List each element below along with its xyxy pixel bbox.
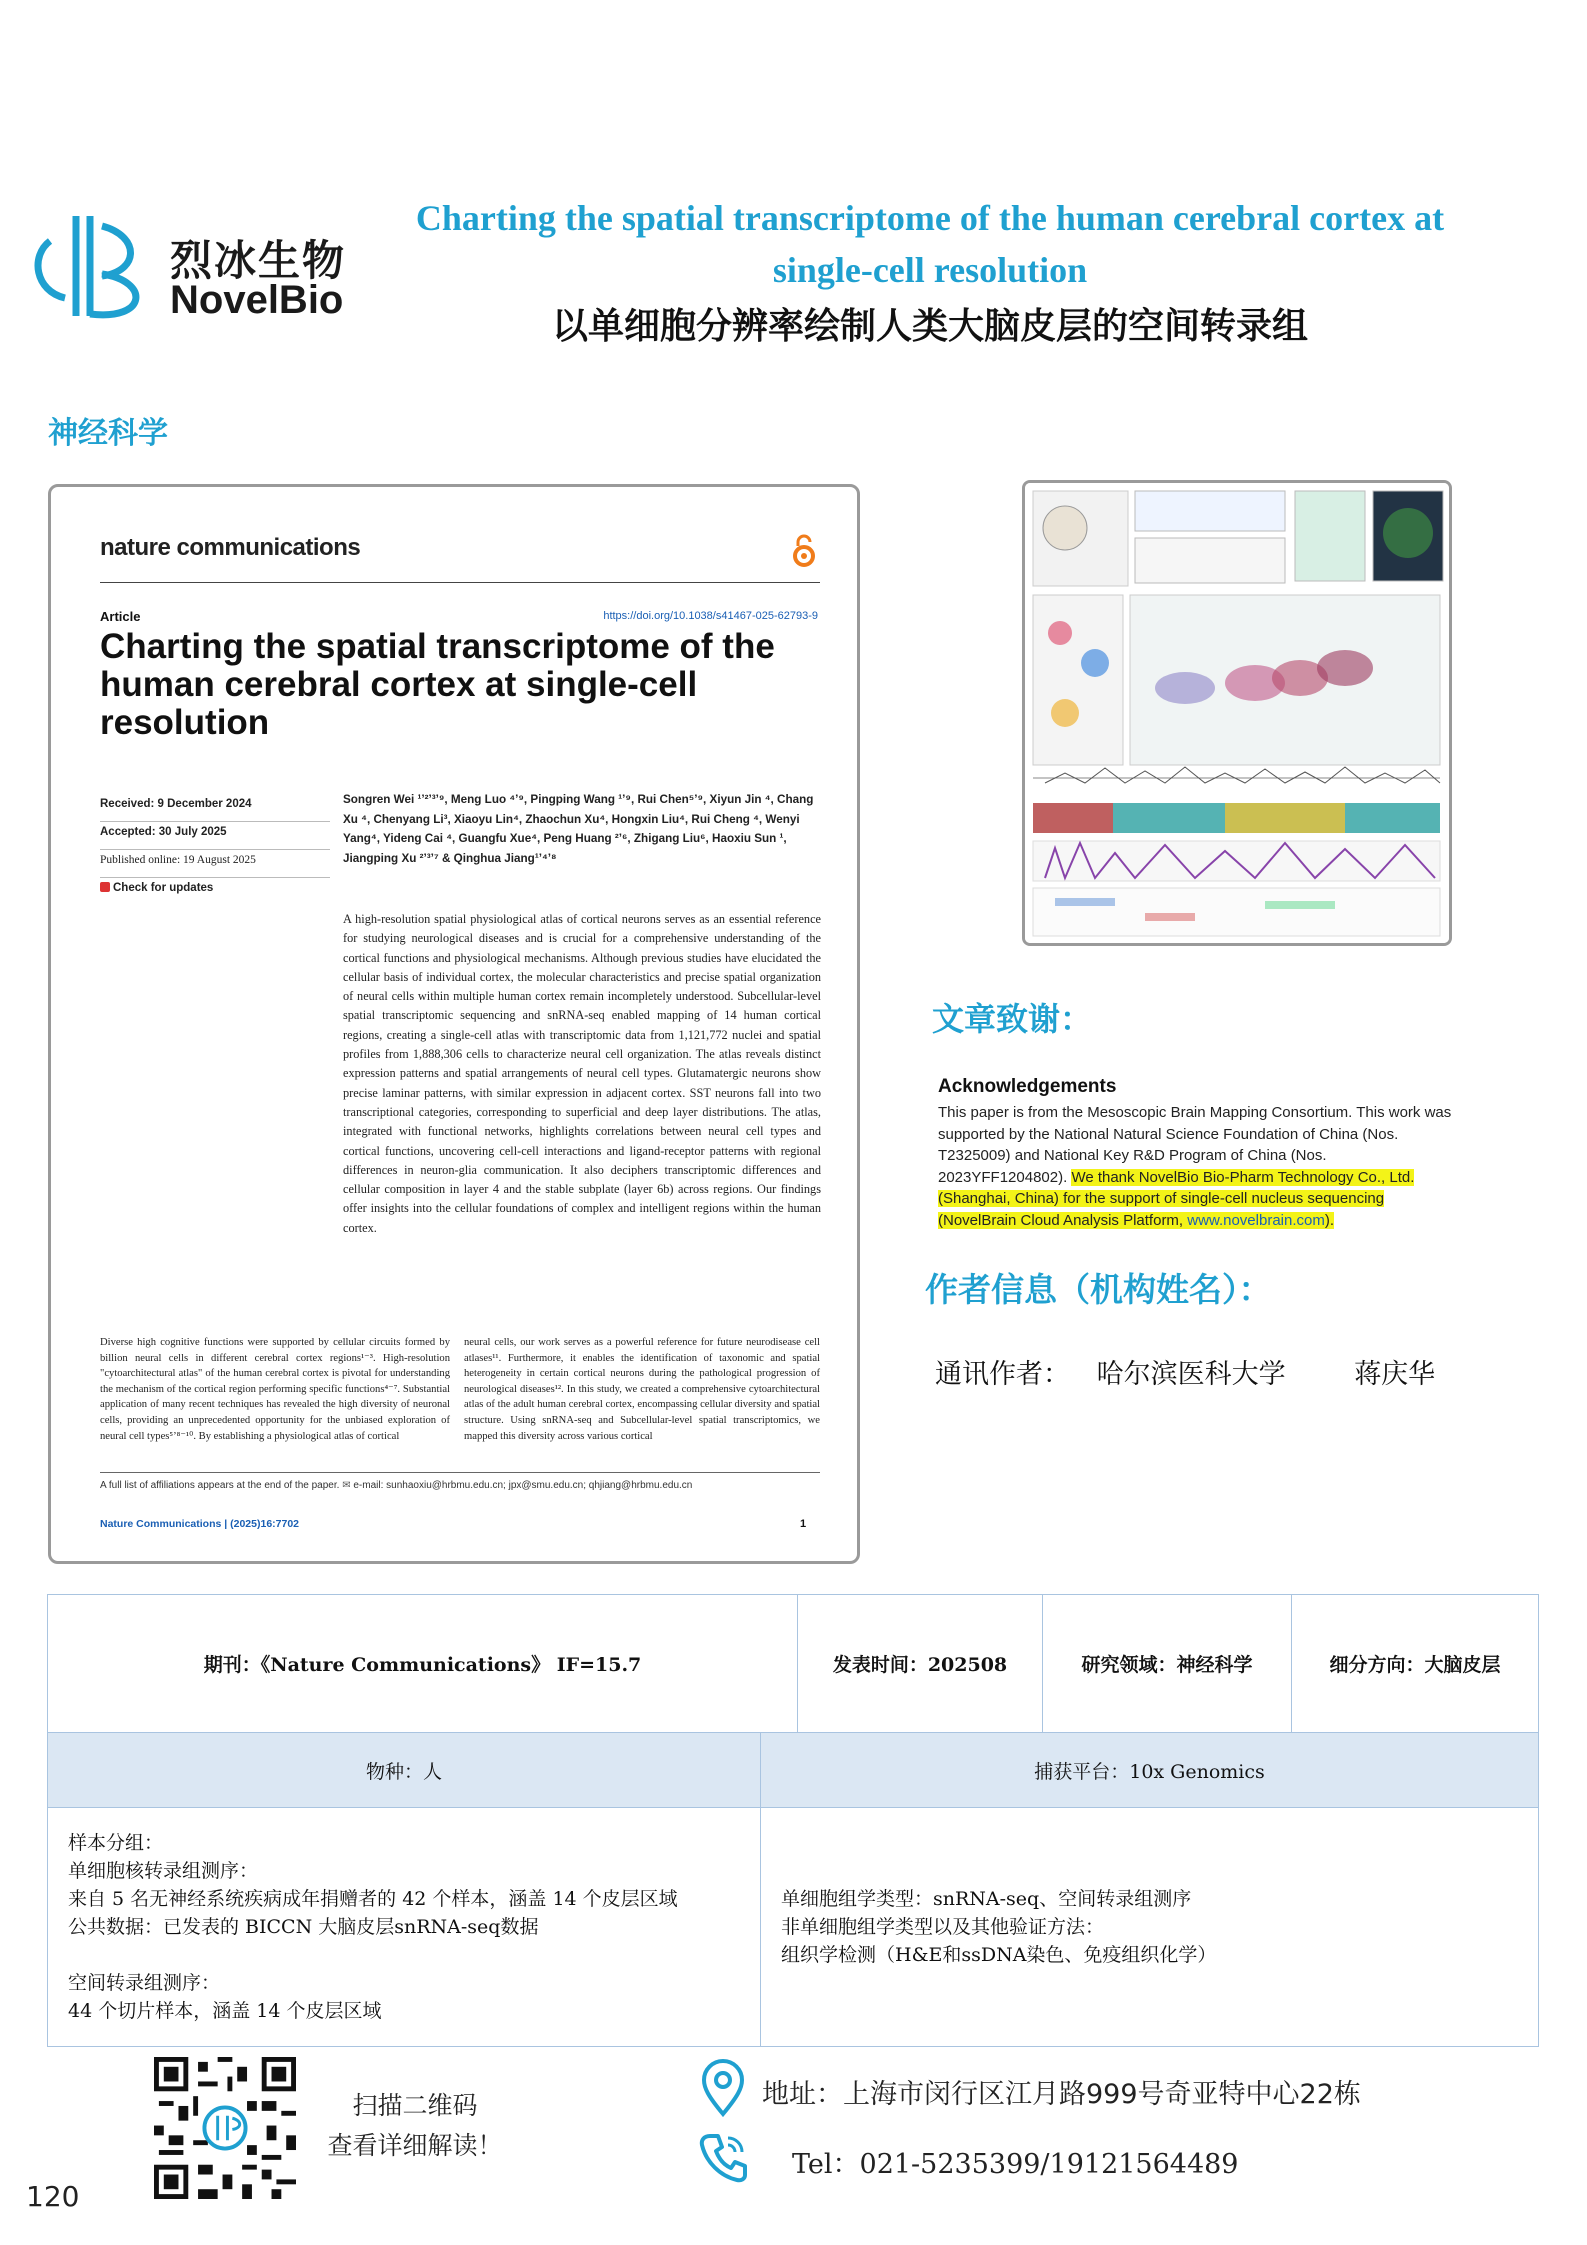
page-title-en: Charting the spatial transcriptome of the human cerebral cortex at single-cell resolution bbox=[415, 198, 1445, 290]
scan-line-1: 扫描二维码 bbox=[352, 2091, 478, 2120]
paper-body-right: neural cells, our work serves as a powerful reference for future neurodisease cell atlases¹¹. Furthermore, it enables the identification of taxonomic and spatial heterogeneity in certain cortical neurons during the pathological progression of neurological diseases¹². In this study, we created a comprehensive cytoarchitectural atlas of the adult human cerebral cortex, encompassing cellular diversity and spatial structure. Using snRNA-seq and Subcellular-level spatial transcriptomics, we mapped this diversity across various cortical bbox=[464, 1337, 820, 1442]
accepted-date: Accepted: 30 July 2025 bbox=[100, 822, 330, 850]
authors-heading: 作者信息（机构姓名）： bbox=[925, 1270, 1272, 1309]
footnote-rule bbox=[100, 1472, 820, 1473]
article-type: Article bbox=[100, 609, 141, 624]
paper-figure bbox=[1022, 480, 1452, 946]
method-line: 单细胞组学类型：snRNA-seq、空间转录组测序 bbox=[781, 1888, 1192, 1910]
field-tag: 神经科学 bbox=[48, 416, 168, 451]
platform-cell: 捕获平台：10x Genomics bbox=[761, 1733, 1539, 1808]
journal-rule bbox=[100, 582, 820, 583]
scan-line-2: 查看详细解读！ bbox=[327, 2131, 503, 2160]
telephone: Tel：021-5235399/19121564489 bbox=[792, 2149, 1239, 2180]
method-line: 非单细胞组学类型以及其他验证方法： bbox=[781, 1916, 1105, 1938]
direction-cell: 细分方向：大脑皮层 bbox=[1292, 1595, 1539, 1733]
ack-link[interactable]: www.novelbrain.com bbox=[1187, 1211, 1325, 1229]
logo-name-cn: 烈冰生物 bbox=[170, 236, 347, 285]
corr-label: 通讯作者： bbox=[935, 1359, 1070, 1390]
paper-body-left: Diverse high cognitive functions were supported by cellular circuits formed by billion neural cells in different cerebral cortex regions¹⁻³. High-resolution "cytoarchitectural atlas" of the human cerebral cortex is pivotal for understanding the mechanism of the cortical region performing specific functions⁴⁻⁷. Substantial application of many recent techniques has revealed the high diversity of neuronal cells, providing an unprecedented opportunity for the unbiased exploration of neural cell types⁵ʼ⁸⁻¹⁰. By establishing a physiological atlas of cortical bbox=[100, 1337, 450, 1442]
field-cell: 研究领域：神经科学 bbox=[1043, 1595, 1292, 1733]
paper-citation: Nature Communications | (2025)16:7702 bbox=[100, 1518, 300, 1530]
corresponding-author bbox=[935, 1352, 1495, 1391]
check-updates[interactable] bbox=[100, 878, 330, 906]
sample-line: 样本分组： bbox=[68, 1832, 164, 1854]
info-table bbox=[47, 1594, 1539, 2047]
page-number: 120 bbox=[26, 2180, 80, 2213]
address: 地址：上海市闵行区江月路999号奇亚特中心22栋 bbox=[762, 2079, 1361, 2110]
paper-page-number: 1 bbox=[800, 1518, 807, 1530]
phone-icon bbox=[698, 2130, 748, 2184]
sample-line: 44 个切片样本，涵盖 14 个皮层区域 bbox=[68, 2000, 382, 2022]
corr-institution: 哈尔滨医科大学 bbox=[1096, 1359, 1286, 1390]
published-date: Published online: 19 August 2025 bbox=[100, 850, 330, 878]
page-title-cn: 以单细胞分辨率绘制人类大脑皮层的空间转录组 bbox=[551, 306, 1308, 347]
check-updates-icon bbox=[100, 882, 110, 892]
scan-prompt bbox=[300, 2086, 530, 2166]
paper-abstract: A high-resolution spatial physiological atlas of cortical neurons serves as an essential reference for studying neurological diseases and is crucial for a comprehensive understanding of the cortical functions and physiological mechanisms. Although previous studies have elucidated the cellular basis of individual cortex, the molecular characteristics and precise spatial organization of neural cells within multiple human cortex remain incompletely understood. Subcellular-level spatial transcriptomic sequencing and snRNA-seq enabled mapping of 14 human cortical regions, creating a single-cell atlas with transcriptomic data from 1,121,772 nuclei and spatial profiles from 1,888,306 cells to characterize neural cell organization. The atlas reveals distinct expression patterns and spatial arrangements of neural cell types. Glutamatergic neurons show precise laminar patterns, with similar expression in adjacent cortex. SST neurons fall into two transcriptional categories, corresponding to superficial and deep layer distributions. The atlas, integrated with functional networks, highlights correlations between neural cell types and cortical functions, uncovering cell-cell interactions and ligand-receptor patterns with regional differences in neuron-glia communication. It also deciphers transcriptomic differences and cellular composition in layer 4 and the stable subplate (layer 6b) across regions. Our findings offer insights into the cellular foundations of complex and intelligent regions within the human cortex. bbox=[343, 912, 821, 1235]
species-cell: 物种：人 bbox=[48, 1733, 761, 1808]
paper-footnote bbox=[100, 1480, 820, 1491]
figure-graphic bbox=[1025, 483, 1449, 943]
method-line: 组织学检测（H&E和ssDNA染色、免疫组织化学） bbox=[781, 1944, 1217, 1966]
ack-body bbox=[938, 1102, 1458, 1231]
check-updates-label: Check for updates bbox=[113, 882, 214, 894]
sample-line: 公共数据：已发表的 BICCN 大脑皮层snRNA-seq数据 bbox=[68, 1916, 539, 1938]
ack-highlight-text: We thank NovelBio Bio-Pharm Technology Co., Ltd. (Shanghai, China) for the support of single-cell nucleus sequencing (NovelBrain Cloud Analysis Platform, bbox=[938, 1168, 1415, 1229]
paper-authors: Songren Wei ¹ʼ²ʼ³ʼ⁹, Meng Luo ⁴ʼ⁹, Pingping Wang ¹ʼ⁹, Rui Chen⁵ʼ⁹, Xiyun Jin ⁴, Chang Xu ⁴, Chenyang Li³, Xiaoyu Lin⁴, Zhaochun Xu⁴, Hongxin Liu⁴, Rui Cheng ⁴, Wenyi Yang⁴, Yideng Cai ⁴, Guangfu Xue⁴, Peng Huang ²ʼ⁶, Zhigang Liu⁶, Haoxiu Sun ¹, Jiangping Xu ²ʼ³ʼ⁷ & Qinghua Jiang¹ʼ⁴ʼ⁸ bbox=[343, 793, 814, 865]
paper-title: Charting the spatial transcriptome of the human cerebral cortex at single-cell resolution bbox=[100, 627, 775, 742]
location-pin-icon bbox=[698, 2058, 748, 2118]
doi-link[interactable]: https://doi.org/10.1038/s41467-025-62793-9 bbox=[603, 610, 818, 622]
sample-line-spacer bbox=[68, 1941, 759, 1969]
pub-time-cell: 发表时间：202508 bbox=[798, 1595, 1043, 1733]
logo-name-en: NovelBio bbox=[170, 278, 344, 322]
received-date: Received: 9 December 2024 bbox=[100, 794, 330, 822]
samples-cell bbox=[48, 1808, 761, 2047]
ack-end: ). bbox=[1324, 1211, 1335, 1229]
qr-code[interactable] bbox=[154, 2057, 296, 2199]
ack-title: Acknowledgements bbox=[938, 1076, 1117, 1097]
sample-line: 单细胞核转录组测序： bbox=[68, 1860, 259, 1882]
open-access-icon bbox=[790, 534, 818, 568]
sample-line: 空间转录组测序： bbox=[68, 1972, 221, 1994]
sample-line: 来自 5 名无神经系统疾病成年捐赠者的 42 个样本，涵盖 14 个皮层区域 bbox=[68, 1888, 678, 1910]
methods-cell bbox=[761, 1808, 1539, 2047]
journal-name: nature communications bbox=[100, 534, 361, 561]
corr-name: 蒋庆华 bbox=[1354, 1359, 1436, 1390]
paper-dates bbox=[100, 794, 330, 906]
email-icon: ✉ bbox=[342, 1480, 351, 1491]
ack-text: This paper is from the Mesoscopic Brain Mapping Consortium. This work was supported by the National Natural Science Foundation of China (Nos. T2325009) and National Key R&D Program of China (Nos. 2023YFF1204802). bbox=[938, 1104, 1452, 1186]
ack-heading: 文章致谢： bbox=[932, 1000, 1093, 1038]
journal-cell: 期刊：《Nature Communications》 IF=15.7 bbox=[48, 1595, 798, 1733]
email-list: e-mail: sunhaoxiu@hrbmu.edu.cn; jpx@smu.edu.cn; qhjiang@hrbmu.edu.cn bbox=[353, 1480, 693, 1491]
affil-note: A full list of affiliations appears at the end of the paper. bbox=[100, 1480, 340, 1491]
